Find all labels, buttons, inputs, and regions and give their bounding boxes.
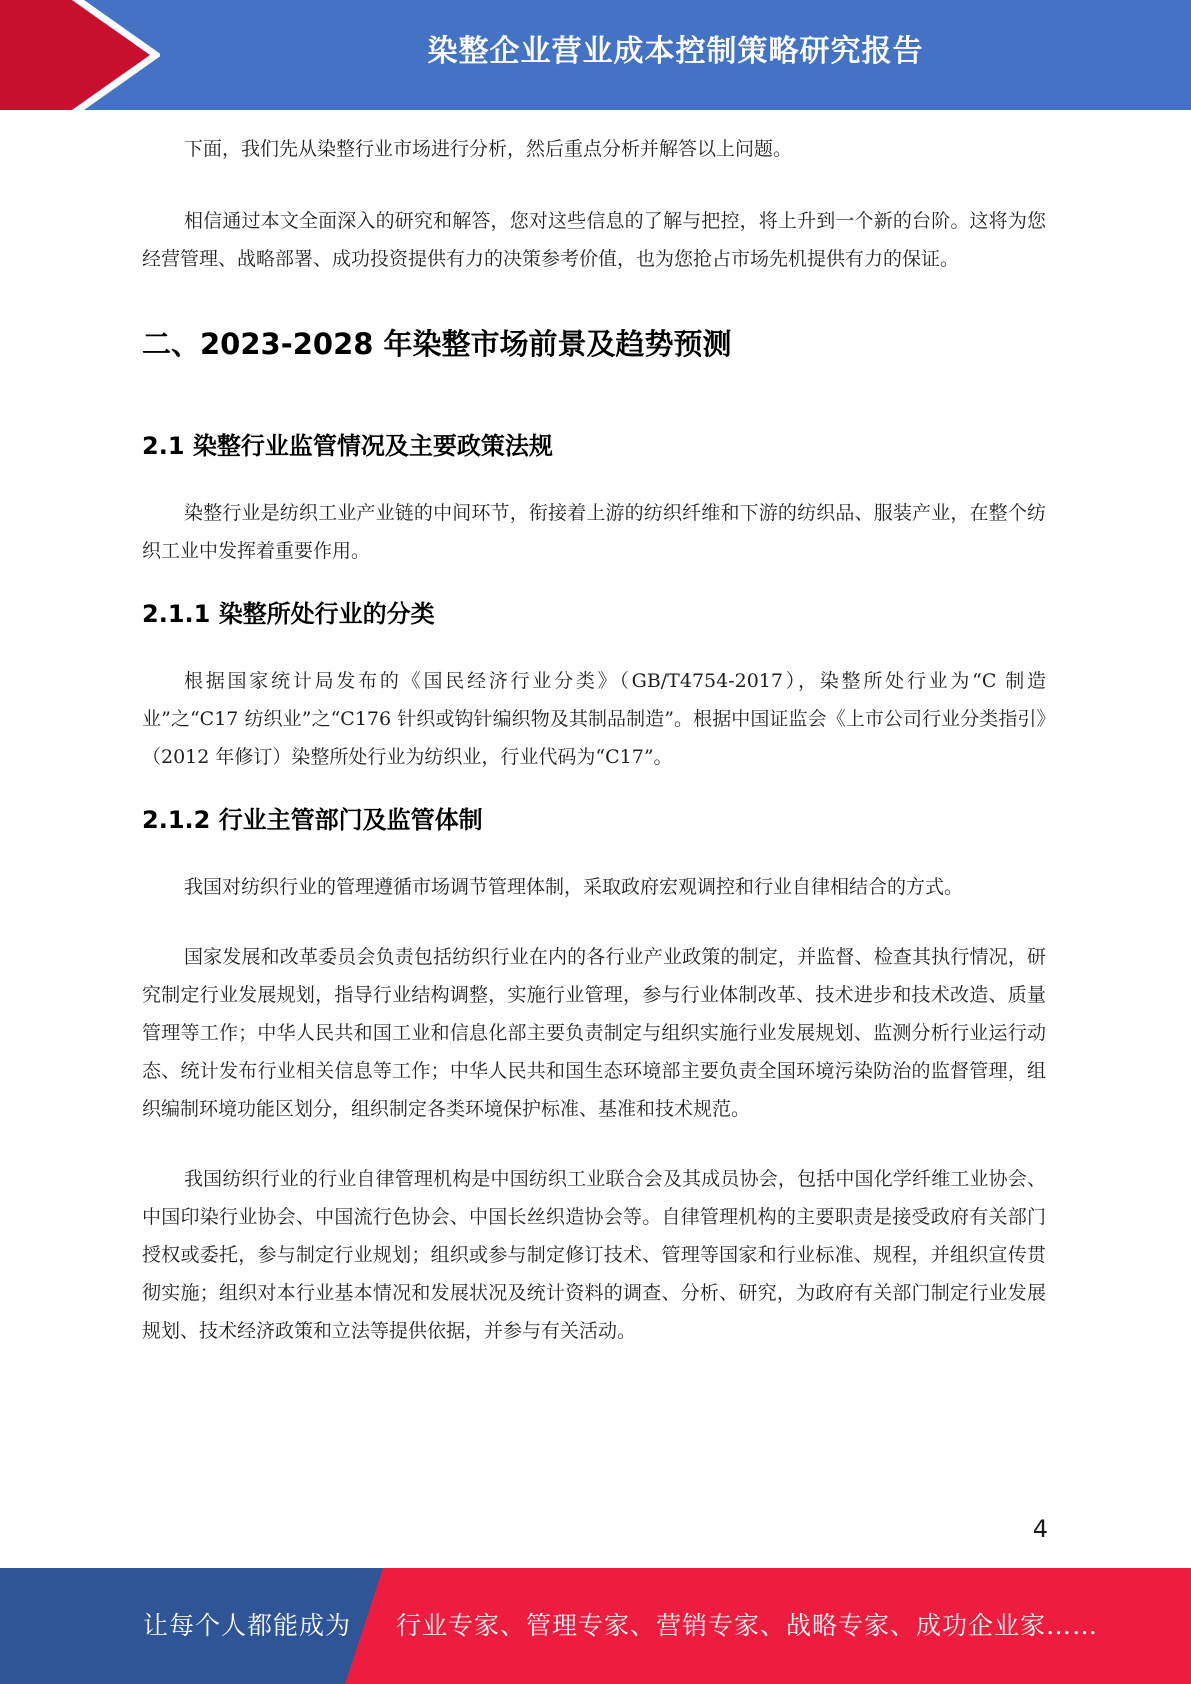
page-number: 4: [1032, 1515, 1048, 1543]
report-title: 染整企业营业成本控制策略研究报告: [427, 34, 924, 69]
section-2-heading: 二、2023-2028 年染整市场前景及趋势预测: [142, 327, 732, 361]
section-2-1-2-paragraph-1: 我国对纺织行业的管理遵循市场调节管理体制，采取政府宏观调控和行业自律相结合的方式。: [184, 876, 964, 898]
section-2-1-2-paragraph-2: 国家发展和改革委员会负责包括纺织行业在内的各行业产业政策的制定，并监督、检查其执行情况，研究制定行业发展规划，指导行业结构调整，实施行业管理，参与行业体制改革、技术进步和技术改造、质量管理等工作；中华人民共和国工业和信息化部主要负责制定与组织实施行业发展规划、监测分析行业运行动态、统计发布行业相关信息等工作；中华人民共和国生态环境部主要负责全国环境污染防治的监督管理，组织编制环境功能区划分，组织制定各类环境保护标准、基准和技术规范。: [142, 946, 1046, 1120]
section-2-1-heading: 2.1 染整行业监管情况及主要政策法规: [142, 432, 553, 460]
intro-paragraph-1: 下面，我们先从染整行业市场进行分析，然后重点分析并解答以上问题。: [184, 138, 793, 160]
section-2-1-paragraph: 染整行业是纺织工业产业链的中间环节，衔接着上游的纺织纤维和下游的纺织品、服装产业，在整个纺织工业中发挥着重要作用。: [142, 502, 1046, 562]
section-2-1-2-paragraph-3: 我国纺织行业的行业自律管理机构是中国纺织工业联合会及其成员协会，包括中国化学纤维工业协会、中国印染行业协会、中国流行色协会、中国长丝织造协会等。自律管理机构的主要职责是接受政府有关部门授权或委托，参与制定行业规划；组织或参与制定修订技术、管理等国家和行业标准、规程，并组织宣传贯彻实施；组织对本行业基本情况和发展状况及统计资料的调查、分析、研究，为政府有关部门制定行业发展规划、技术经济政策和立法等提供依据，并参与有关活动。: [142, 1168, 1046, 1342]
header-banner: [0, 0, 1191, 110]
footer-banner: [0, 1568, 1191, 1684]
footer-slogan-right: 行业专家、管理专家、营销专家、战略专家、成功企业家……: [396, 1611, 1099, 1640]
footer-slogan-left: 让每个人都能成为: [143, 1611, 352, 1640]
document-body: [142, 130, 1046, 1350]
red-chevron-decoration: [0, 0, 160, 110]
section-2-1-1-heading: 2.1.1 染整所处行业的分类: [142, 600, 435, 628]
section-2-1-1-paragraph: 根据国家统计局发布的《国民经济行业分类》（GB/T4754-2017），染整所处行业为“C 制造业”之“C17 纺织业”之“C176 针织或钩针编织物及其制品制造”。根据中国证监会《上市公司行业分类指引》（2012 年修订）染整所处行业为纺织业，行业代码为“C17”。: [142, 670, 1046, 768]
section-2-1-2-heading: 2.1.2 行业主管部门及监管体制: [142, 806, 483, 834]
intro-paragraph-2: 相信通过本文全面深入的研究和解答，您对这些信息的了解与把控，将上升到一个新的台阶。这将为您经营管理、战略部署、成功投资提供有力的决策参考价值，也为您抢占市场先机提供有力的保证。: [142, 210, 1046, 270]
